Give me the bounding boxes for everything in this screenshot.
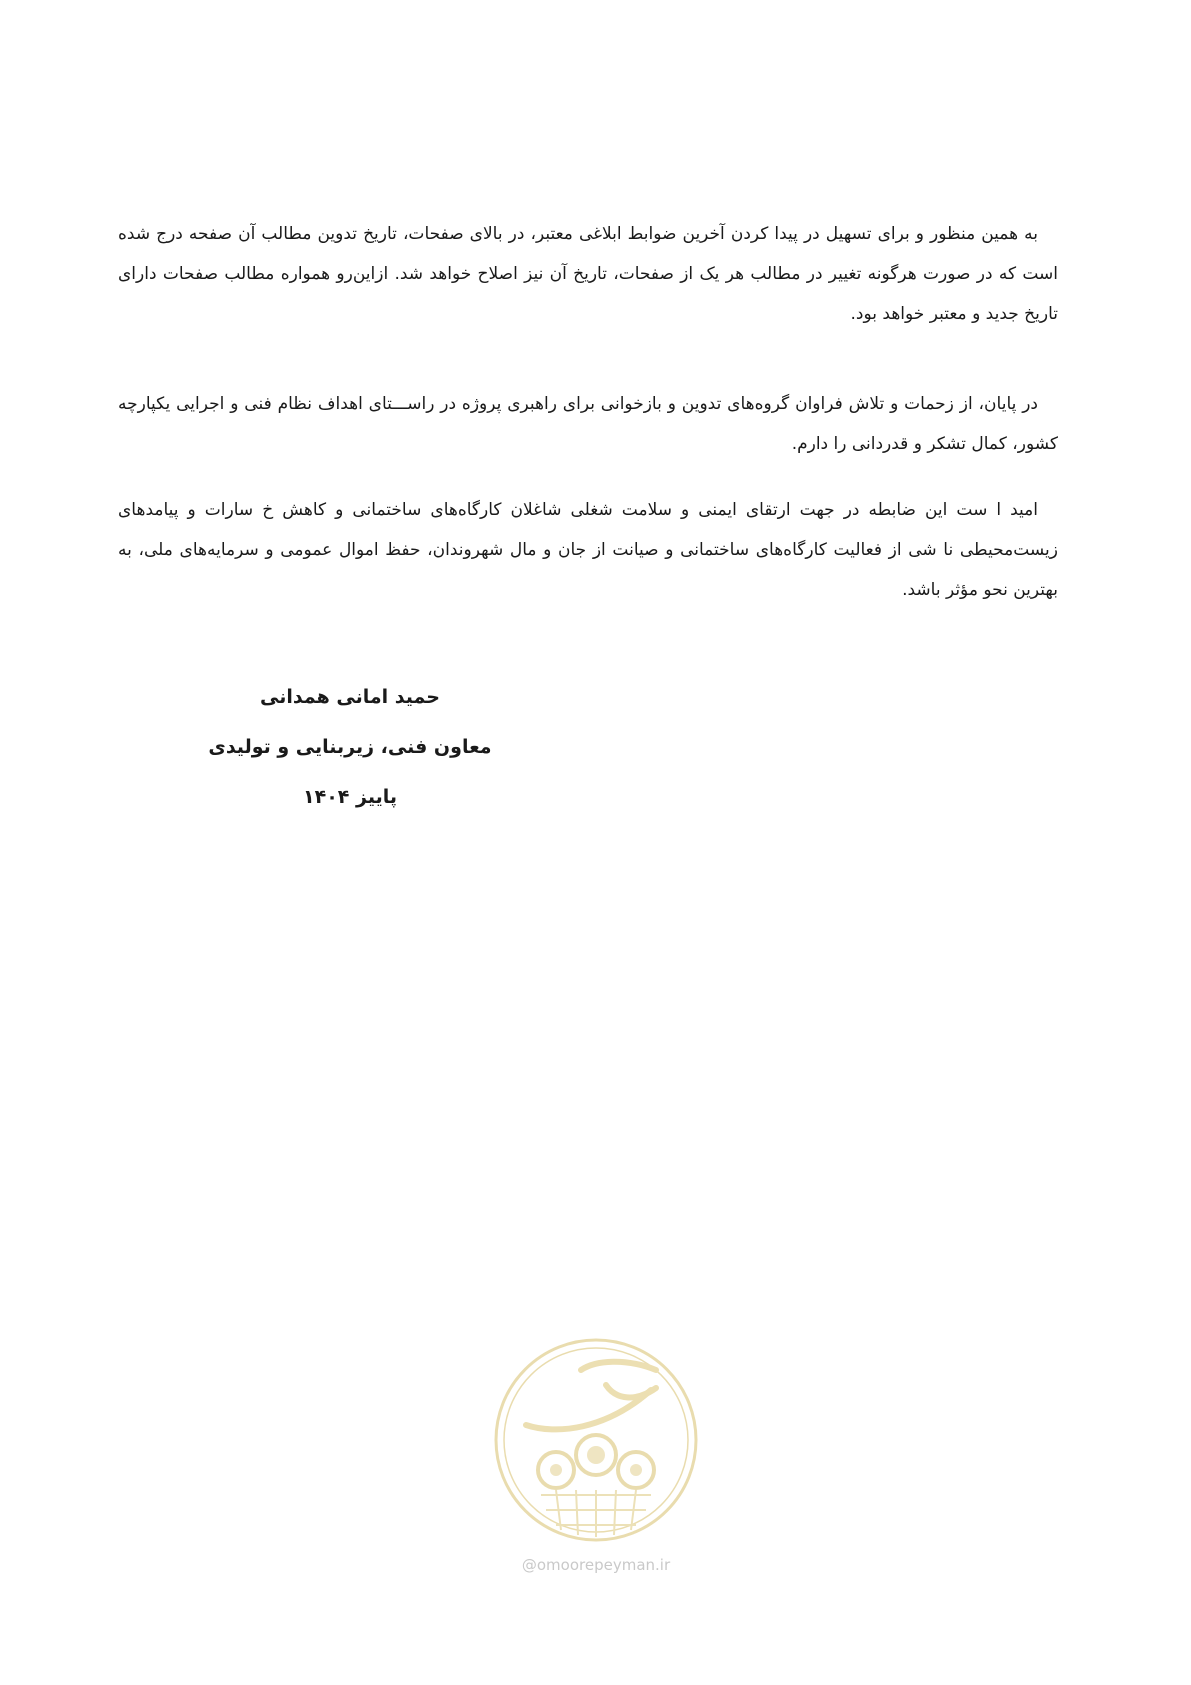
watermark [486,1330,706,1580]
signer-name: حمید امانی همدانی [260,686,440,708]
watermark-domain: @omoorepeyman.ir [521,1556,671,1574]
signer-position: معاون فنی، زیربنایی و تولیدی [208,736,492,758]
signature-block [200,672,500,822]
paragraph-acknowledgment: در پایان، از زحمات و تلاش فراوان گروه‌های تدوین و بازخوانی برای راهبری پروژه در راســـتای اهداف نظام فنی و اجرایی یکپارچه کشور، کمال تشکر و قدردانی را دارم. [118,394,1058,454]
paragraph-update-dates: به همین منظور و برای تسهیل در پیدا کردن آخرین ضوابط ابلاغی معتبر، در بالای صفحات، تاریخ تدوین مطالب آن صفحه درج شده است که در صورت هرگونه تغییر در مطالب هر یک از صفحات، تاریخ آن نیز اصلاح خواهد شد. ازاین‌رو همواره مطالب صفحات دارای تاریخ جدید و معتبر خواهد بود. [118,224,1058,324]
signature-date: پاییز ۱۴۰۴ [303,786,397,808]
watermark-logo-icon [486,1330,706,1550]
paragraph-hope: امید ا ست این ضابطه در جهت ارتقای ایمنی و سلامت شغلی شاغلان کارگاه‌های ساختمانی و کاهش خ سارات و پیامدهای زیست‌محیطی نا شی از فعالیت کارگاه‌های ساختمانی و صیانت از جان و مال شهروندان، حفظ اموال عمومی و سرمایه‌های ملی، به بهترین نحو مؤثر باشد. [118,500,1058,600]
